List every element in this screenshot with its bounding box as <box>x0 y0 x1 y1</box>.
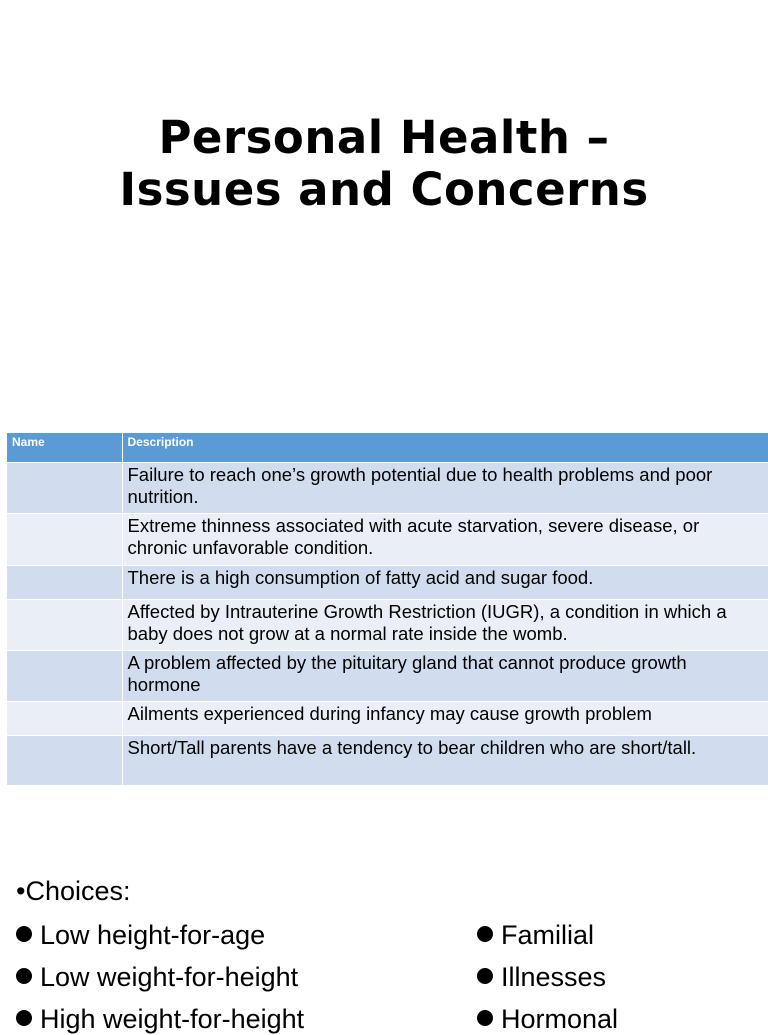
description-column-header: Description <box>122 433 768 462</box>
growth-problems-table <box>7 433 768 785</box>
table-row <box>7 650 768 701</box>
table-header-row <box>7 433 768 462</box>
description-cell: Extreme thinness associated with acute starvation, severe disease, or chronic unfavorable condition. <box>122 513 768 565</box>
name-column-header: Name <box>7 433 122 462</box>
choice-item <box>16 1004 304 1035</box>
name-cell <box>7 650 122 701</box>
description-cell: There is a high consumption of fatty acid and sugar food. <box>122 565 768 599</box>
choice-label: Low weight-for-height <box>40 962 299 992</box>
choice-item <box>477 1004 618 1035</box>
bullet-icon <box>477 968 493 984</box>
choice-label: Low height-for-age <box>40 920 266 950</box>
bullet-icon <box>477 926 493 942</box>
table-row <box>7 735 768 785</box>
description-cell: Failure to reach one’s growth potential due to health problems and poor nutrition. <box>122 462 768 513</box>
choice-label: Familial <box>501 920 595 950</box>
choices-heading: •Choices: <box>16 876 131 906</box>
choice-label: High weight-for-height <box>40 1004 305 1034</box>
name-cell <box>7 565 122 599</box>
slide-title-line-1: Personal Health – <box>158 111 610 164</box>
name-cell <box>7 599 122 650</box>
description-cell: Affected by Intrauterine Growth Restriction (IUGR), a condition in which a baby does not grow at a normal rate inside the womb. <box>122 599 768 650</box>
table-row <box>7 462 768 513</box>
choice-item <box>477 920 594 951</box>
table-row <box>7 599 768 650</box>
description-cell: A problem affected by the pituitary gland that cannot produce growth hormone <box>122 650 768 701</box>
description-cell: Short/Tall parents have a tendency to bear children who are short/tall. <box>122 735 768 785</box>
table-row <box>7 701 768 735</box>
choice-label: Illnesses <box>501 962 607 992</box>
table-row <box>7 513 768 565</box>
name-cell <box>7 735 122 785</box>
name-cell <box>7 701 122 735</box>
name-cell <box>7 462 122 513</box>
choice-item <box>16 962 298 993</box>
table-row <box>7 565 768 599</box>
bullet-icon <box>16 968 32 984</box>
choice-item <box>16 920 265 951</box>
name-cell <box>7 513 122 565</box>
description-cell: Ailments experienced during infancy may cause growth problem <box>122 701 768 735</box>
choice-label: Hormonal <box>501 1004 619 1034</box>
bullet-icon <box>16 926 32 942</box>
choice-item <box>477 962 606 993</box>
slide-title-line-2: Issues and Concerns <box>119 163 649 216</box>
slide-title <box>0 112 768 216</box>
